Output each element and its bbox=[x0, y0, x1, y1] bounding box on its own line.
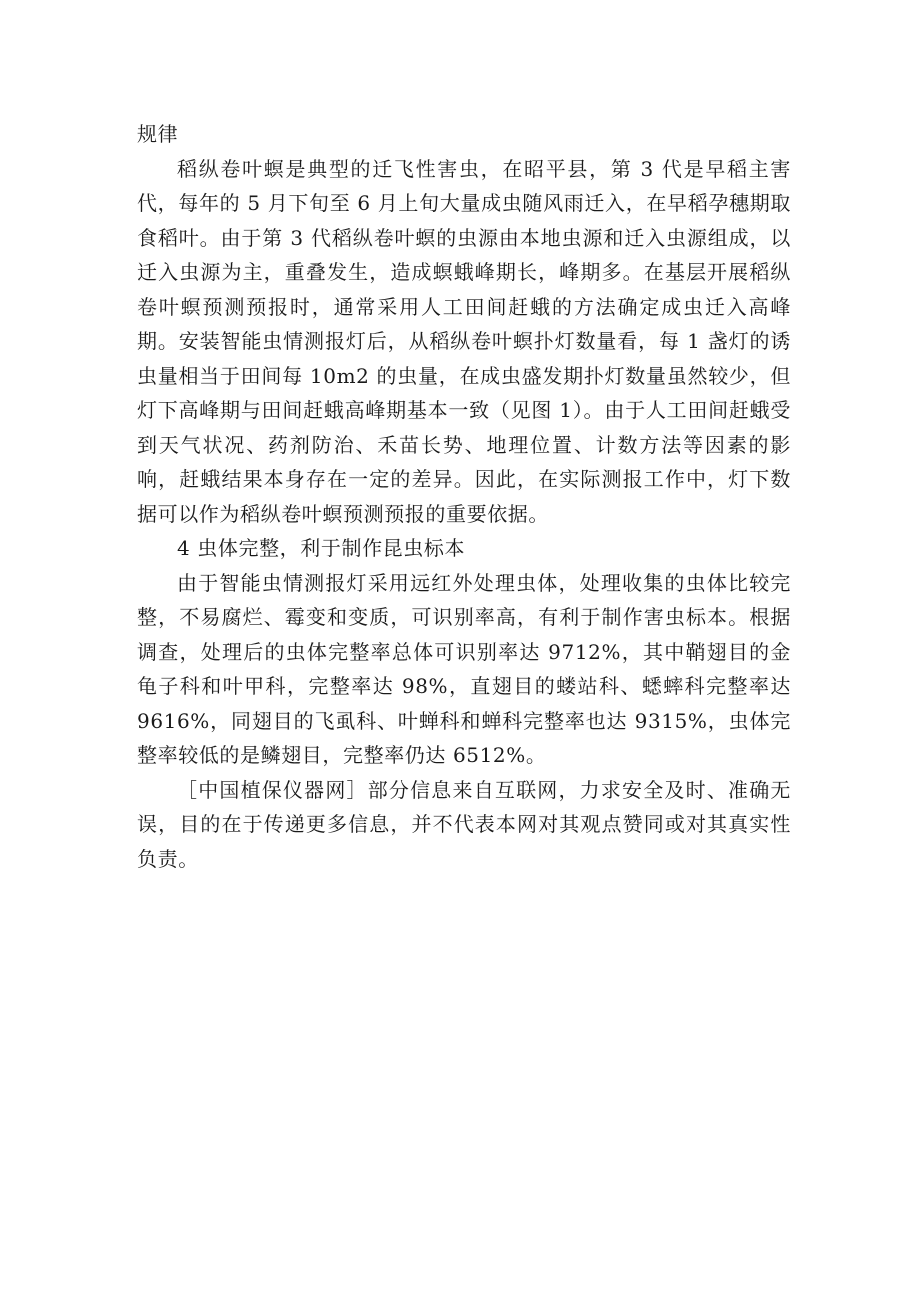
paragraph-specimen-integrity: 由于智能虫情测报灯采用远红外处理虫体，处理收集的虫体比较完整，不易腐烂、霉变和变质，可识别率高，有利于制作害虫标本。根据调查，处理后的虫体完整率总体可识别率达 9712%，其中鞘翅目的金龟子科和叶甲科，完整率达 98%，直翅目的蝼站科、蟋蟀科完整率达 9616%，同翅目的飞虱科、叶蝉科和蝉科完整率也达 9315%，虫体完整率较低的是鳞翅目，完整率仍达 6512%。 bbox=[137, 570, 791, 767]
paragraph-rice-leaf-roller: 稻纵卷叶螟是典型的迁飞性害虫，在昭平县，第 3 代是早稻主害代，每年的 5 月下旬至 6 月上旬大量成虫随风雨迁入，在早稻孕穗期取食稻叶。由于第 3 代稻纵卷叶螟的虫源由本地虫源和迁入虫源组成，以迁入虫源为主，重叠发生，造成螟蛾峰期长，峰期多。在基层开展稻纵卷叶螟预测预报时，通常采用人工田间赶蛾的方法确定成虫迁入高峰期。安装智能虫情测报灯后，从稻纵卷叶螟扑灯数量看，每 1 盏灯的诱虫量相当于田间每 10m2 的虫量，在成虫盛发期扑灯数量虽然较少，但灯下高峰期与田间赶蛾高峰期基本一致（见图 1）。由于人工田间赶蛾受到天气状况、药剂防治、禾苗长势、地理位置、计数方法等因素的影响，赶蛾结果本身存在一定的差异。因此，在实际测报工作中，灯下数据可以作为稻纵卷叶螟预测预报的重要依据。 bbox=[137, 156, 791, 526]
heading-tail: 规律 bbox=[137, 122, 179, 146]
body-text bbox=[137, 117, 791, 876]
section-heading-insect-specimens: 4 虫体完整，利于制作昆虫标本 bbox=[177, 536, 466, 560]
paragraph-disclaimer: ［中国植保仪器网］部分信息来自互联网，力求安全及时、准确无误，目的在于传递更多信息，并不代表本网对其观点赞同或对其真实性负责。 bbox=[137, 777, 791, 871]
